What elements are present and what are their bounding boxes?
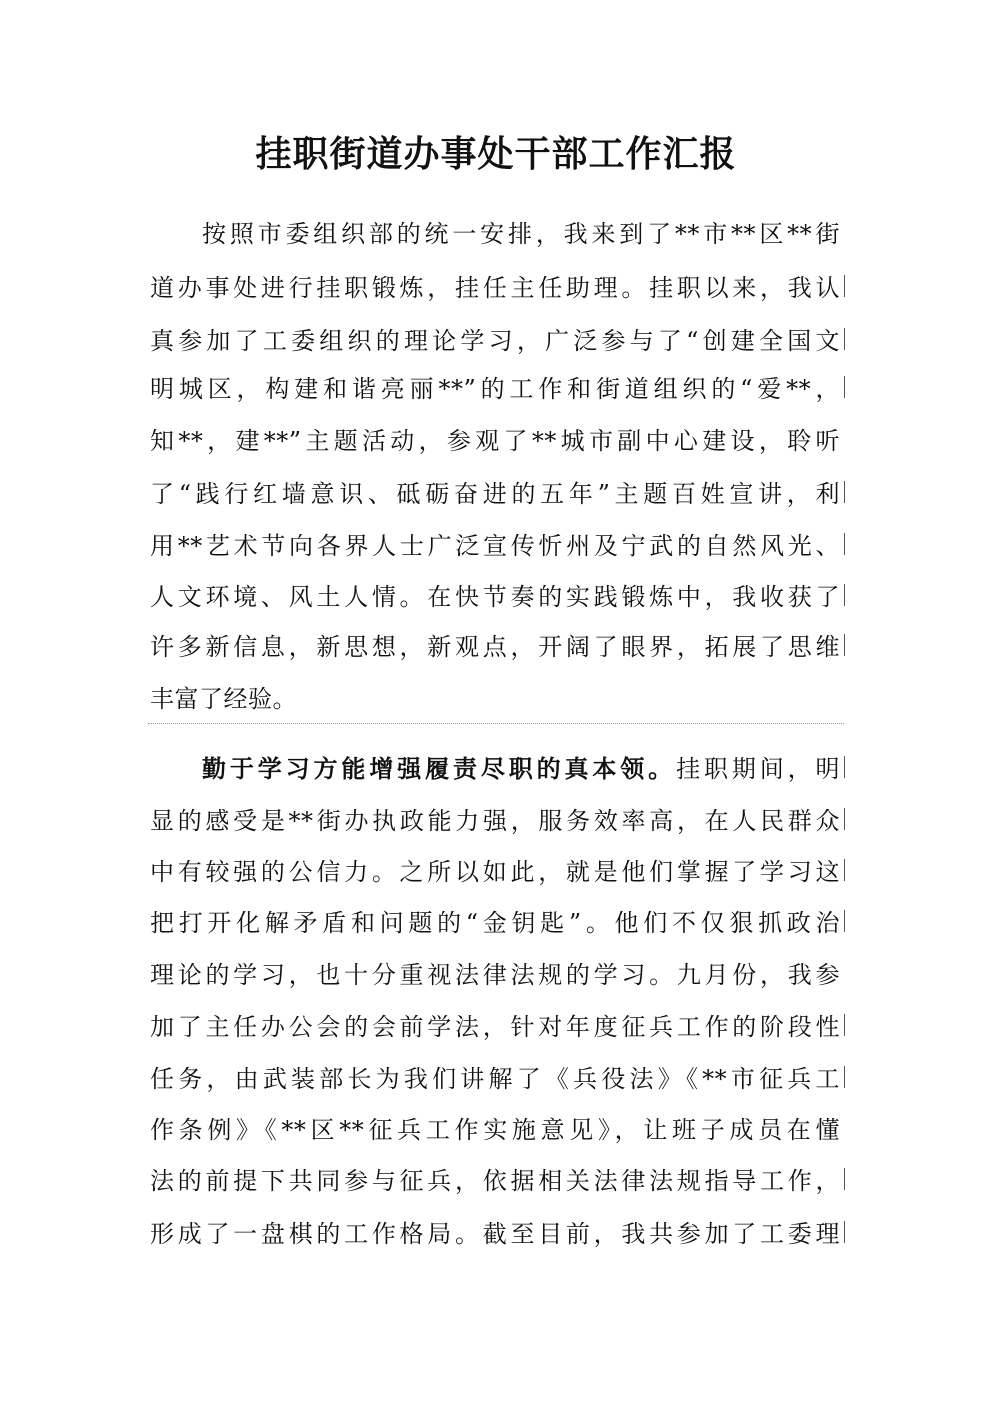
paragraph-line: 任务，由武装部长为我们讲解了《兵役法》《**市征兵工	[150, 1065, 840, 1093]
paragraph-line: 许多新信息，新思想，新观点，开阔了眼界，拓展了思维	[150, 633, 840, 661]
paragraph-line: 真参加了工委组织的理论学习，广泛参与了“创建全国文	[150, 327, 840, 355]
margin-mark	[844, 808, 845, 830]
paragraph-line: 了“践行红墙意识、砥砺奋进的五年”主题百姓宣讲，利	[150, 480, 840, 508]
margin-mark	[844, 634, 845, 656]
margin-mark	[844, 1221, 845, 1243]
section-divider	[148, 723, 844, 724]
paragraph-line: 明城区，构建和谐亮丽**”的工作和街道组织的“爱**，	[150, 375, 840, 403]
paragraph-line: 加了主任办公会的会前学法，针对年度征兵工作的阶段性	[150, 1013, 840, 1041]
margin-mark	[844, 533, 845, 555]
document-title: 挂职街道办事处干部工作汇报	[255, 133, 737, 175]
paragraph-line: 作条例》《**区**征兵工作实施意见》，让班子成员在懂	[150, 1116, 840, 1144]
margin-mark	[844, 1066, 845, 1088]
margin-mark	[844, 756, 845, 778]
paragraph-line: 法的前提下共同参与征兵，依据相关法律法规指导工作，	[150, 1167, 840, 1195]
paragraph-line	[202, 742, 840, 796]
margin-mark	[844, 1014, 845, 1036]
margin-mark	[844, 859, 845, 881]
paragraph-line: 形成了一盘棋的工作格局。截至目前，我共参加了工委理	[150, 1220, 840, 1248]
paragraph-line: 显的感受是**街办执政能力强，服务效率高，在人民群众	[150, 807, 840, 835]
margin-mark	[844, 910, 845, 932]
paragraph-line: 丰富了经验。	[150, 685, 297, 713]
margin-mark	[844, 481, 845, 503]
paragraph-text: 挂职期间，明	[676, 755, 841, 783]
paragraph-line: 人文环境、风土人情。在快节奏的实践锻炼中，我收获了	[150, 583, 840, 611]
paragraph-line: 用**艺术节向各界人士广泛宣传忻州及宁武的自然风光、	[150, 532, 840, 560]
margin-mark	[844, 328, 845, 350]
paragraph-line: 理论的学习，也十分重视法律法规的学习。九月份，我参	[150, 961, 840, 989]
margin-mark	[844, 275, 845, 297]
margin-mark	[844, 584, 845, 606]
paragraph-line: 道办事处进行挂职锻炼，挂任主任助理。挂职以来，我认	[150, 274, 840, 302]
paragraph-line: 中有较强的公信力。之所以如此，就是他们掌握了学习这	[150, 858, 840, 886]
paragraph-line: 按照市委组织部的统一安排，我来到了**市**区**街	[202, 220, 840, 248]
paragraph-line: 知**，建**”主题活动，参观了**城市副中心建设，聆听	[150, 427, 840, 455]
paragraph-heading: 勤于学习方能增强履责尽职的真本领。	[202, 754, 677, 783]
margin-mark	[844, 376, 845, 398]
paragraph-line: 把打开化解矛盾和问题的“金钥匙”。他们不仅狠抓政治	[150, 909, 840, 937]
margin-mark	[844, 1168, 845, 1190]
